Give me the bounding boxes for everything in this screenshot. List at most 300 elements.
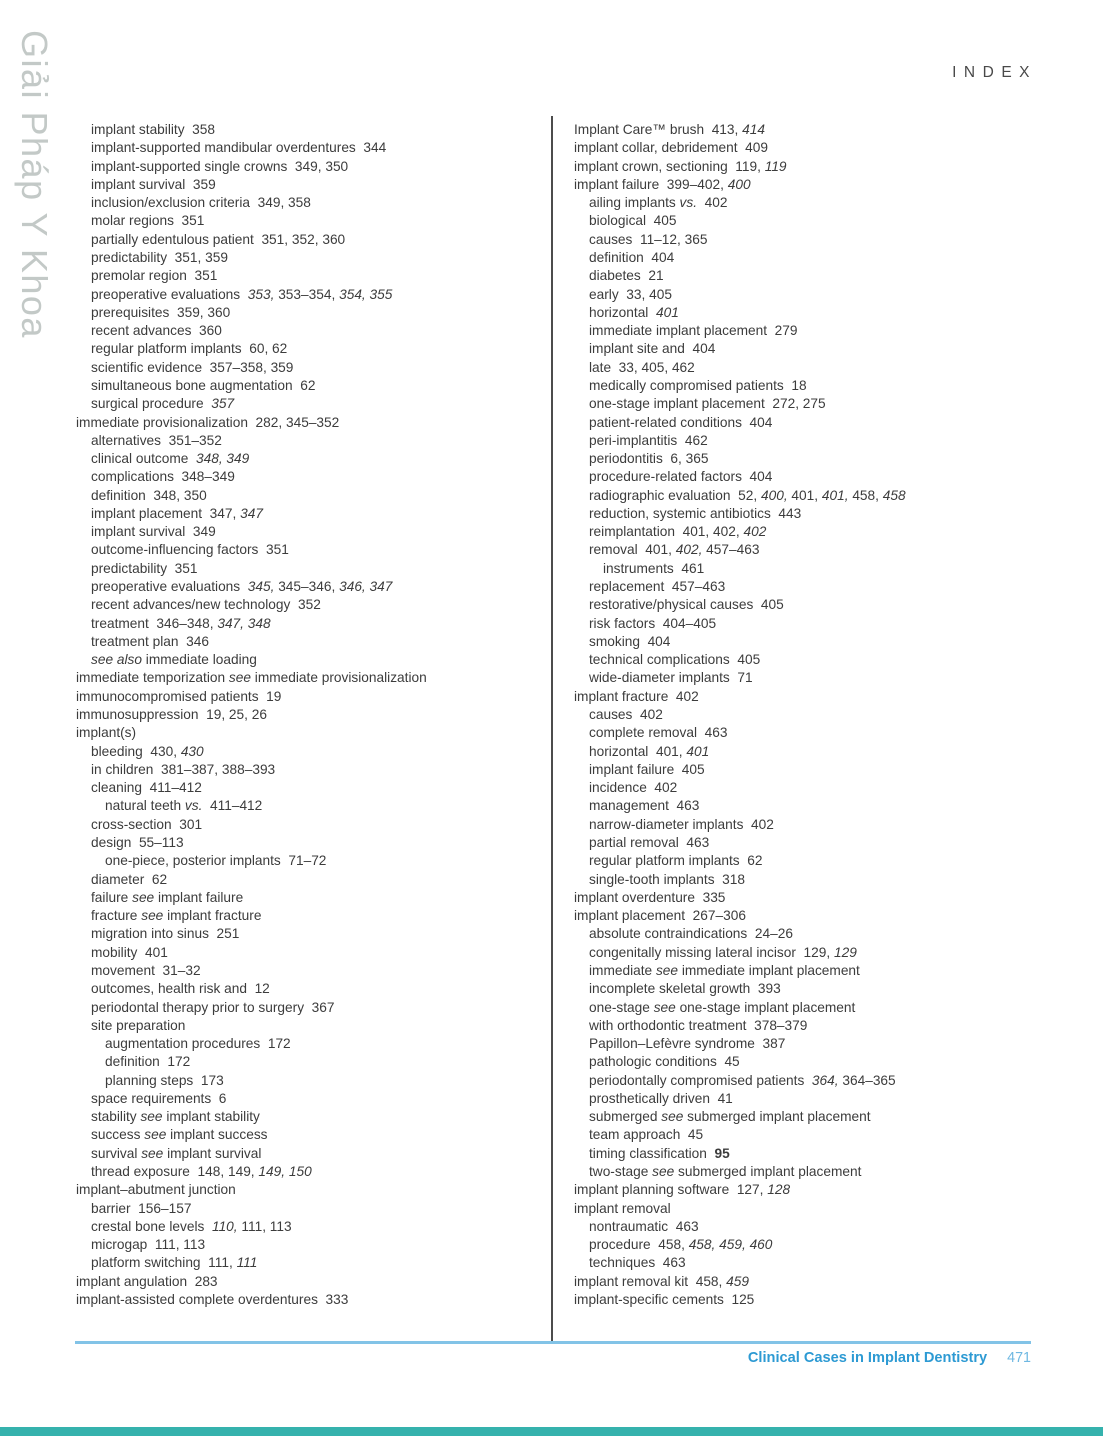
- index-entry: [574, 1291, 1086, 1309]
- index-entry: [76, 779, 548, 797]
- index-entry: [574, 816, 1086, 834]
- index-entry-text: immediate implant placement 279: [589, 323, 798, 339]
- index-entry-text: scientific evidence 357–358, 359: [91, 359, 294, 375]
- index-entry-italic-text: 458: [882, 487, 906, 503]
- index-entry: [76, 688, 548, 706]
- index-entry: [574, 176, 1086, 194]
- index-entry-text: implant-supported mandibular overdentures 344: [91, 140, 387, 156]
- index-entry-italic-text: 345,: [247, 579, 275, 595]
- index-entry-text: radiographic evaluation 52,: [589, 487, 761, 503]
- index-entry: [76, 560, 548, 578]
- index-entry-text: incomplete skeletal growth 393: [589, 981, 781, 997]
- index-entry-text: natural teeth: [105, 798, 185, 814]
- index-entry-text: Papillon–Lefèvre syndrome 387: [589, 1036, 786, 1052]
- footer-page-number: 471: [1007, 1350, 1031, 1366]
- index-entry: [76, 139, 548, 157]
- index-entry: [574, 432, 1086, 450]
- index-entry-italic-text: 402,: [675, 542, 703, 558]
- index-entry-text: peri-implantitis 462: [589, 432, 708, 448]
- index-entry: [76, 194, 548, 212]
- index-entry: [574, 797, 1086, 815]
- index-entry: [76, 505, 548, 523]
- index-entry: [574, 578, 1086, 596]
- index-entry: [76, 962, 548, 980]
- index-entry: [574, 249, 1086, 267]
- index-entry: [76, 816, 548, 834]
- index-entry-italic-text: see: [132, 889, 155, 905]
- index-entry: [76, 651, 548, 669]
- bottom-accent-bar: [0, 1427, 1103, 1436]
- index-entry-italic-text: vs.: [184, 798, 203, 814]
- index-entry: [574, 1072, 1086, 1090]
- index-entry-text: late 33, 405, 462: [589, 359, 695, 375]
- index-entry: [76, 377, 548, 395]
- index-entry-italic-text: see also: [91, 652, 142, 668]
- index-entry-bold-text: 95: [714, 1145, 730, 1161]
- index-entry: [76, 1218, 548, 1236]
- index-entry-text: implant stability 358: [91, 122, 216, 137]
- index-entry-text: regular platform implants 62: [589, 853, 763, 869]
- index-entry: [76, 231, 548, 249]
- index-entry-text: implant-assisted complete overdentures 333: [76, 1292, 349, 1307]
- index-entry-text: partial removal 463: [589, 834, 710, 850]
- index-entry-text: technical complications 405: [589, 652, 761, 668]
- index-entry: [76, 797, 548, 815]
- index-entry-text: site preparation: [91, 1017, 186, 1033]
- index-entry-text: diameter 62: [91, 871, 168, 887]
- index-entry-text: clinical outcome: [91, 451, 196, 467]
- index-entry: [76, 395, 548, 413]
- index-entry-text: reduction, systemic antibiotics 443: [589, 505, 802, 521]
- index-entry: [574, 1273, 1086, 1291]
- index-entry: [76, 523, 548, 541]
- index-entry: [76, 889, 548, 907]
- index-entry-text: team approach 45: [589, 1127, 704, 1143]
- index-entry-text: recent advances 360: [91, 323, 222, 339]
- index-entry-text: complete removal 463: [589, 725, 728, 741]
- index-entry: [76, 212, 548, 230]
- index-entry: [574, 944, 1086, 962]
- index-entry-text: pathologic conditions 45: [589, 1054, 740, 1070]
- index-entry-text: 401,: [787, 487, 822, 503]
- index-entry-text: inclusion/exclusion criteria 349, 358: [91, 195, 311, 211]
- index-entry-text: implant angulation 283: [76, 1273, 218, 1289]
- index-entry: [574, 487, 1086, 505]
- index-entry-italic-text: 402: [743, 524, 767, 540]
- index-entry: [574, 669, 1086, 687]
- index-entry-italic-text: 353,: [247, 286, 275, 302]
- index-entry-text: 353–354,: [274, 286, 340, 302]
- index-entry-text: space requirements 6: [91, 1090, 227, 1106]
- index-entry-text: planning steps 173: [105, 1072, 224, 1088]
- index-entry: [574, 1035, 1086, 1053]
- index-entry-italic-text: 357: [211, 396, 235, 412]
- index-entry-text: implant planning software 127,: [574, 1182, 768, 1198]
- index-entry: [574, 212, 1086, 230]
- index-entry-text: prosthetically driven 41: [589, 1090, 733, 1106]
- index-entry: [76, 724, 548, 742]
- index-entry: [76, 286, 548, 304]
- index-entry: [76, 1090, 548, 1108]
- index-entry-italic-text: see: [141, 908, 164, 924]
- index-entry: [76, 432, 548, 450]
- index-entry-text: patient-related conditions 404: [589, 414, 773, 430]
- index-entry: [76, 907, 548, 925]
- index-entry-text: implant placement 347,: [91, 505, 241, 521]
- index-entry: [574, 925, 1086, 943]
- index-entry-italic-text: 430: [180, 743, 204, 759]
- index-entry-text: one-stage implant placement 272, 275: [589, 396, 826, 412]
- index-entry-text: implant failure 405: [589, 761, 705, 777]
- index-entry-italic-text: 401: [655, 304, 679, 320]
- index-entry-italic-text: 347, 348: [217, 615, 271, 631]
- index-entry-text: migration into sinus 251: [91, 926, 240, 942]
- index-entry-text: diabetes 21: [589, 268, 664, 284]
- index-entry-text: implant site and 404: [589, 341, 716, 357]
- index-entry-text: 457–463: [702, 542, 760, 558]
- index-entry-italic-text: 111: [236, 1255, 258, 1271]
- index-entry: [574, 541, 1086, 559]
- index-entry-text: removal 401,: [589, 542, 676, 558]
- index-entry-italic-text: 347: [240, 505, 263, 521]
- index-entry-text: survival: [91, 1145, 142, 1161]
- index-entry: [574, 304, 1086, 322]
- index-entry: [574, 907, 1086, 925]
- index-entry-text: reimplantation 401, 402,: [589, 524, 744, 540]
- index-entry-text: immunocompromised patients 19: [76, 688, 282, 704]
- index-entry-text: horizontal: [589, 304, 656, 320]
- index-entry-text: immediate provisionalization: [251, 670, 427, 686]
- index-entry-text: immediate: [589, 962, 656, 978]
- index-entry-text: barrier 156–157: [91, 1200, 192, 1216]
- index-entry-text: absolute contraindications 24–26: [589, 926, 793, 942]
- index-entry-text: procedure 458,: [589, 1237, 689, 1253]
- index-entry-text: 345–346,: [274, 579, 340, 595]
- index-entry: [76, 1200, 548, 1218]
- index-entry: [76, 615, 548, 633]
- index-entry: [76, 1181, 548, 1199]
- index-entry: [76, 340, 548, 358]
- index-entry: [574, 523, 1086, 541]
- index-entry-text: causes 11–12, 365: [589, 231, 708, 247]
- index-entry: [574, 1108, 1086, 1126]
- index-entry: [76, 541, 548, 559]
- index-entry: [76, 322, 548, 340]
- index-entry-text: one-stage implant placement: [675, 999, 856, 1015]
- index-entry-italic-text: see: [661, 1109, 684, 1125]
- index-entry-text: recent advances/new technology 352: [91, 597, 321, 613]
- index-entry-text: with orthodontic treatment 378–379: [589, 1017, 808, 1033]
- index-entry-italic-text: 119: [764, 158, 787, 174]
- index-entry-text: instruments 461: [603, 560, 705, 576]
- index-entry: [574, 615, 1086, 633]
- index-entry: [574, 468, 1086, 486]
- index-entry: [574, 267, 1086, 285]
- index-entry-text: immunosuppression 19, 25, 26: [76, 707, 267, 722]
- index-entry-text: implant-specific cements 125: [574, 1292, 755, 1307]
- index-entry-italic-text: 364,: [811, 1072, 839, 1088]
- page-heading-index: INDEX: [952, 64, 1037, 81]
- index-entry-text: preoperative evaluations: [91, 579, 248, 595]
- index-entry-text: implant removal kit 458,: [574, 1273, 727, 1289]
- index-entry: [76, 487, 548, 505]
- index-entry: [574, 633, 1086, 651]
- index-entry: [76, 852, 548, 870]
- index-entry: [76, 1072, 548, 1090]
- index-entry-italic-text: 346, 347: [339, 579, 393, 595]
- index-entry-text: crestal bone levels: [91, 1218, 212, 1234]
- index-entry: [574, 505, 1086, 523]
- index-entry: [574, 1090, 1086, 1108]
- index-entry-italic-text: see: [653, 999, 676, 1015]
- index-entry-text: biological 405: [589, 213, 677, 229]
- index-entry: [574, 1163, 1086, 1181]
- column-divider: [551, 116, 553, 1342]
- index-entry: [76, 1291, 548, 1309]
- index-entry-text: definition 348, 350: [91, 487, 207, 503]
- index-entry: [574, 377, 1086, 395]
- index-entry-text: early 33, 405: [589, 286, 672, 302]
- index-entry-text: alternatives 351–352: [91, 432, 222, 448]
- index-entry: [76, 158, 548, 176]
- index-entry: [76, 414, 548, 432]
- index-entry-text: immediate temporization: [76, 670, 229, 686]
- index-entry: [574, 761, 1086, 779]
- index-entry-text: immediate implant placement: [678, 962, 860, 978]
- index-entry-text: 458,: [848, 487, 883, 503]
- index-entry-text: submerged implant placement: [674, 1164, 862, 1180]
- index-entry: [76, 304, 548, 322]
- index-entry: [574, 340, 1086, 358]
- index-entry-italic-text: 149, 150: [258, 1164, 312, 1180]
- index-entry-italic-text: 110,: [211, 1218, 238, 1234]
- index-entry-text: implant collar, debridement 409: [574, 140, 769, 156]
- index-entry: [76, 743, 548, 761]
- index-entry: [574, 560, 1086, 578]
- index-entry-text: techniques 463: [589, 1255, 686, 1271]
- index-entry: [574, 1218, 1086, 1236]
- index-entry-text: definition 404: [589, 249, 675, 265]
- index-entry-text: narrow-diameter implants 402: [589, 816, 774, 832]
- index-entry-text: implant(s): [76, 725, 137, 741]
- index-entry: [76, 761, 548, 779]
- index-entry-text: implant fracture: [163, 908, 262, 924]
- index-column-right: [574, 121, 1086, 1309]
- footer: [748, 1350, 1031, 1366]
- index-entry: [574, 1236, 1086, 1254]
- index-entry-text: timing classification: [589, 1145, 715, 1161]
- index-entry-text: design 55–113: [91, 834, 184, 850]
- index-entry-text: bleeding 430,: [91, 743, 181, 759]
- index-entry-text: implant crown, sectioning 119,: [574, 158, 765, 174]
- index-entry-text: predictability 351, 359: [91, 249, 228, 265]
- index-entry: [574, 1053, 1086, 1071]
- index-entry-text: mobility 401: [91, 944, 168, 960]
- index-entry-text: success: [91, 1127, 145, 1143]
- index-entry: [574, 414, 1086, 432]
- index-entry: [76, 1053, 548, 1071]
- index-entry: [76, 578, 548, 596]
- index-entry-text: stability: [91, 1109, 141, 1125]
- index-entry-text: preoperative evaluations: [91, 286, 248, 302]
- index-entry-italic-text: 401: [686, 743, 710, 759]
- index-entry-italic-text: 414: [742, 122, 765, 137]
- index-entry: [574, 724, 1086, 742]
- index-entry-text: causes 402: [589, 707, 663, 722]
- index-entry-italic-text: 129: [833, 944, 857, 960]
- index-entry-text: ailing implants: [589, 195, 680, 211]
- index-entry: [574, 1145, 1086, 1163]
- index-entry: [574, 1181, 1086, 1199]
- footer-rule: [75, 1341, 1031, 1344]
- index-entry-text: implant placement 267–306: [574, 908, 746, 924]
- index-entry-text: implant stability: [162, 1109, 260, 1125]
- index-entry: [574, 231, 1086, 249]
- index-entry: [574, 596, 1086, 614]
- index-entry: [574, 852, 1086, 870]
- index-entry-text: 111, 113: [237, 1218, 292, 1234]
- index-entry: [76, 249, 548, 267]
- index-entry-text: 411–412: [202, 798, 263, 814]
- index-entry: [574, 834, 1086, 852]
- index-entry-text: management 463: [589, 798, 700, 814]
- index-entry-text: partially edentulous patient 351, 352, 360: [91, 231, 346, 247]
- watermark-text: Giải Pháp Y Khoa: [14, 30, 55, 339]
- index-entry: [574, 743, 1086, 761]
- index-entry-text: implant survival 359: [91, 176, 216, 192]
- index-entry-italic-text: see: [228, 670, 251, 686]
- index-entry-text: outcomes, health risk and 12: [91, 981, 270, 997]
- index-entry-text: definition 172: [105, 1054, 191, 1070]
- index-entry-italic-text: 401,: [821, 487, 849, 503]
- index-entry: [76, 669, 548, 687]
- index-entry: [76, 1108, 548, 1126]
- index-entry: [574, 139, 1086, 157]
- index-entry-text: platform switching 111,: [91, 1255, 237, 1271]
- index-entry-text: single-tooth implants 318: [589, 871, 745, 887]
- footer-book-title: Clinical Cases in Implant Dentistry: [747, 1350, 988, 1366]
- index-entry: [76, 633, 548, 651]
- index-entry-text: surgical procedure: [91, 396, 212, 412]
- index-entry-text: 364–365: [838, 1072, 896, 1088]
- index-entry-italic-text: see: [652, 1164, 675, 1180]
- index-entry-italic-text: 400,: [760, 487, 788, 503]
- index-entry-text: implant–abutment junction: [76, 1182, 236, 1198]
- index-entry: [574, 980, 1086, 998]
- index-entry: [76, 267, 548, 285]
- index-entry: [76, 1126, 548, 1144]
- index-entry-text: implant overdenture 335: [574, 889, 726, 905]
- index-entry-italic-text: see: [144, 1127, 167, 1143]
- index-entry-text: outcome-influencing factors 351: [91, 542, 289, 558]
- index-entry-text: implant survival 349: [91, 524, 216, 540]
- index-entry: [574, 962, 1086, 980]
- index-entry-italic-text: 400: [727, 176, 751, 192]
- index-entry-text: microgap 111, 113: [91, 1237, 206, 1253]
- index-entry-text: periodontal therapy prior to surgery 367: [91, 999, 335, 1015]
- index-entry-text: molar regions 351: [91, 213, 205, 229]
- index-entry: [76, 925, 548, 943]
- index-entry-text: implant success: [166, 1127, 268, 1143]
- index-entry-text: two-stage: [589, 1164, 653, 1180]
- index-entry-text: cross-section 301: [91, 816, 203, 832]
- index-entry-text: augmentation procedures 172: [105, 1036, 291, 1052]
- index-entry-text: cleaning 411–412: [91, 780, 202, 796]
- index-entry-text: treatment 346–348,: [91, 615, 218, 631]
- index-entry-text: fracture: [91, 908, 142, 924]
- index-entry: [574, 706, 1086, 724]
- index-entry: [574, 779, 1086, 797]
- index-entry: [574, 395, 1086, 413]
- index-column-left: [76, 121, 548, 1309]
- index-entry: [76, 359, 548, 377]
- index-entry: [574, 1254, 1086, 1272]
- index-entry: [76, 706, 548, 724]
- index-entry-text: one-stage: [589, 999, 654, 1015]
- index-entry: [76, 176, 548, 194]
- index-entry: [76, 871, 548, 889]
- index-entry-text: risk factors 404–405: [589, 615, 717, 631]
- index-entry-text: 402: [697, 195, 728, 211]
- index-entry-text: implant survival: [163, 1145, 262, 1161]
- index-entry-text: smoking 404: [589, 633, 671, 649]
- index-entry-text: replacement 457–463: [589, 579, 726, 595]
- index-entry: [76, 468, 548, 486]
- index-entry: [76, 450, 548, 468]
- index-entry-italic-text: see: [141, 1145, 164, 1161]
- index-entry: [574, 999, 1086, 1017]
- index-entry-text: failure: [91, 889, 133, 905]
- index-entry: [76, 121, 548, 139]
- index-entry: [574, 688, 1086, 706]
- index-entry: [76, 1145, 548, 1163]
- index-entry-text: treatment plan 346: [91, 633, 209, 649]
- index-entry: [574, 889, 1086, 907]
- index-entry-text: periodontitis 6, 365: [589, 451, 709, 467]
- index-entry-text: immediate loading: [141, 652, 257, 668]
- index-entry-text: incidence 402: [589, 780, 678, 796]
- index-entry-italic-text: see: [140, 1109, 163, 1125]
- index-entry-text: medically compromised patients 18: [589, 377, 807, 393]
- index-entry-text: implant removal: [574, 1200, 671, 1216]
- index-entry-text: congenitally missing lateral incisor 129,: [589, 944, 834, 960]
- index-entry: [574, 651, 1086, 669]
- index-entry: [76, 980, 548, 998]
- index-entry-italic-text: vs.: [679, 195, 698, 211]
- index-entry-text: thread exposure 148, 149,: [91, 1164, 259, 1180]
- index-entry-text: prerequisites 359, 360: [91, 304, 231, 320]
- index-entry-text: submerged: [589, 1109, 662, 1125]
- index-entry-text: immediate provisionalization 282, 345–352: [76, 414, 340, 430]
- index-entry-italic-text: 458, 459, 460: [688, 1237, 773, 1253]
- index-entry: [76, 1254, 548, 1272]
- index-entry-italic-text: 128: [767, 1182, 791, 1198]
- index-entry-italic-text: 459: [726, 1273, 749, 1289]
- index-entry-text: predictability 351: [91, 560, 198, 576]
- index-entry: [574, 359, 1086, 377]
- index-entry: [76, 1035, 548, 1053]
- index-entry-text: horizontal 401,: [589, 743, 687, 759]
- index-entry-text: premolar region 351: [91, 268, 218, 284]
- index-entry-text: simultaneous bone augmentation 62: [91, 377, 316, 393]
- index-entry: [574, 871, 1086, 889]
- index-entry: [574, 158, 1086, 176]
- index-entry: [574, 194, 1086, 212]
- index-entry-text: complications 348–349: [91, 469, 235, 485]
- index-entry-text: movement 31–32: [91, 962, 201, 978]
- index-entry-text: implant failure: [154, 889, 244, 905]
- index-entry-text: wide-diameter implants 71: [589, 670, 753, 686]
